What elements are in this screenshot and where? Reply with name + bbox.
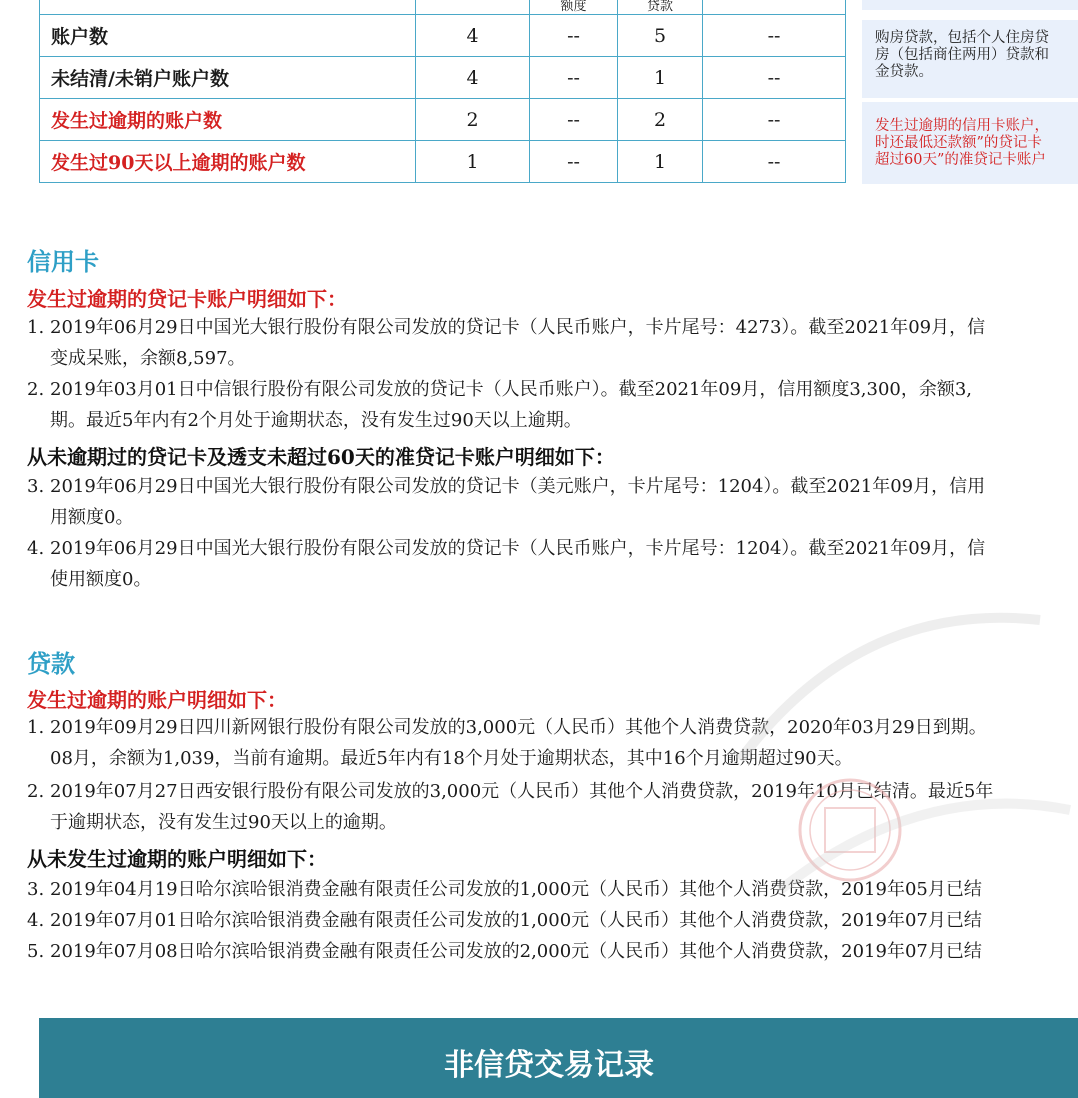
cell-value: 1 (618, 57, 703, 99)
credit-card-overdue-heading: 发生过逾期的贷记卡账户明细如下： (27, 287, 347, 311)
row-label: 未结清/未销户账户数 (40, 57, 416, 99)
loans-normal-heading: 从未发生过逾期的账户明细如下： (27, 847, 327, 871)
header-fragment: 额度 (530, 0, 618, 15)
section-banner (39, 1018, 1078, 1098)
cell-value: 1 (416, 141, 530, 183)
list-item: 3. 2019年06月29日中国光大银行股份有限公司发放的贷记卡（美元账户，卡片尾号：1204）。截至2021年09月，信用 用额度0。 (27, 476, 986, 528)
list-item: 4. 2019年07月01日哈尔滨哈银消费金融有限责任公司发放的1,000元（人民币）其他个人消费贷款，2019年07月已结 (27, 910, 982, 931)
cell-value: -- (530, 57, 618, 99)
cell-value: 4 (416, 15, 530, 57)
cell-value: -- (703, 141, 846, 183)
list-item: 2. 2019年07月27日西安银行股份有限公司发放的3,000元（人民币）其他个人消费贷款，2019年10月已结清。最近5年 于逾期状态，没有发生过90天以上的逾期。 (27, 781, 994, 833)
cell-value: -- (703, 57, 846, 99)
section-title-loans: 贷款 (27, 650, 75, 678)
table-row (40, 141, 846, 183)
loans-overdue-heading: 发生过逾期的账户明细如下： (27, 688, 287, 712)
header-fragment: 贷款 (618, 0, 703, 15)
list-item: 3. 2019年04月19日哈尔滨哈银消费金融有限责任公司发放的1,000元（人民币）其他个人消费贷款，2019年05月已结 (27, 879, 982, 900)
cell-value: -- (703, 99, 846, 141)
cell-value: 1 (618, 141, 703, 183)
cell-value: 2 (618, 99, 703, 141)
cell-value: 5 (618, 15, 703, 57)
cell-value: -- (530, 141, 618, 183)
row-label: 发生过90天以上逾期的账户数 (40, 141, 416, 183)
list-item: 1. 2019年06月29日中国光大银行股份有限公司发放的贷记卡（人民币账户，卡片尾号：4273）。截至2021年09月，信 变成呆账，余额8,597。 (27, 317, 986, 369)
cell-value: -- (703, 15, 846, 57)
row-label: 账户数 (40, 15, 416, 57)
table-header-row (40, 0, 846, 15)
cell-value: -- (530, 99, 618, 141)
note-box-top (862, 0, 1078, 10)
summary-table (39, 0, 846, 183)
section-title-credit-card: 信用卡 (27, 248, 99, 276)
table-row (40, 57, 846, 99)
list-item: 4. 2019年06月29日中国光大银行股份有限公司发放的贷记卡（人民币账户，卡片尾号：1204）。截至2021年09月，信 使用额度0。 (27, 538, 986, 590)
row-label: 发生过逾期的账户数 (40, 99, 416, 141)
section-banner-title: 非信贷交易记录 (444, 1048, 654, 1083)
note-housing-loan: 购房贷款，包括个人住房贷 房（包括商住两用）贷款和 金贷款。 (862, 20, 1078, 98)
list-item: 2. 2019年03月01日中信银行股份有限公司发放的贷记卡（人民币账户）。截至2021年09月，信用额度3,300，余额3, 期。最近5年内有2个月处于逾期状态，没有发生过90天以上逾期。 (27, 379, 973, 431)
credit-card-normal-heading: 从未逾期过的贷记卡及透支未超过60天的准贷记卡账户明细如下： (27, 445, 615, 469)
cell-value: 2 (416, 99, 530, 141)
list-item: 5. 2019年07月08日哈尔滨哈银消费金融有限责任公司发放的2,000元（人民币）其他个人消费贷款，2019年07月已结 (27, 941, 982, 962)
note-overdue-card: 发生过逾期的信用卡账户， 时还最低还款额”的贷记卡 超过60天”的准贷记卡账户 (862, 102, 1078, 184)
table-row (40, 99, 846, 141)
cell-value: -- (530, 15, 618, 57)
table-row (40, 15, 846, 57)
list-item: 1. 2019年09月29日四川新网银行股份有限公司发放的3,000元（人民币）其他个人消费贷款，2020年03月29日到期。 08月，余额为1,039，当前有逾期。最近5年内有18个月处于逾期状态，其中16个月逾期超过90天。 (27, 717, 987, 769)
cell-value: 4 (416, 57, 530, 99)
